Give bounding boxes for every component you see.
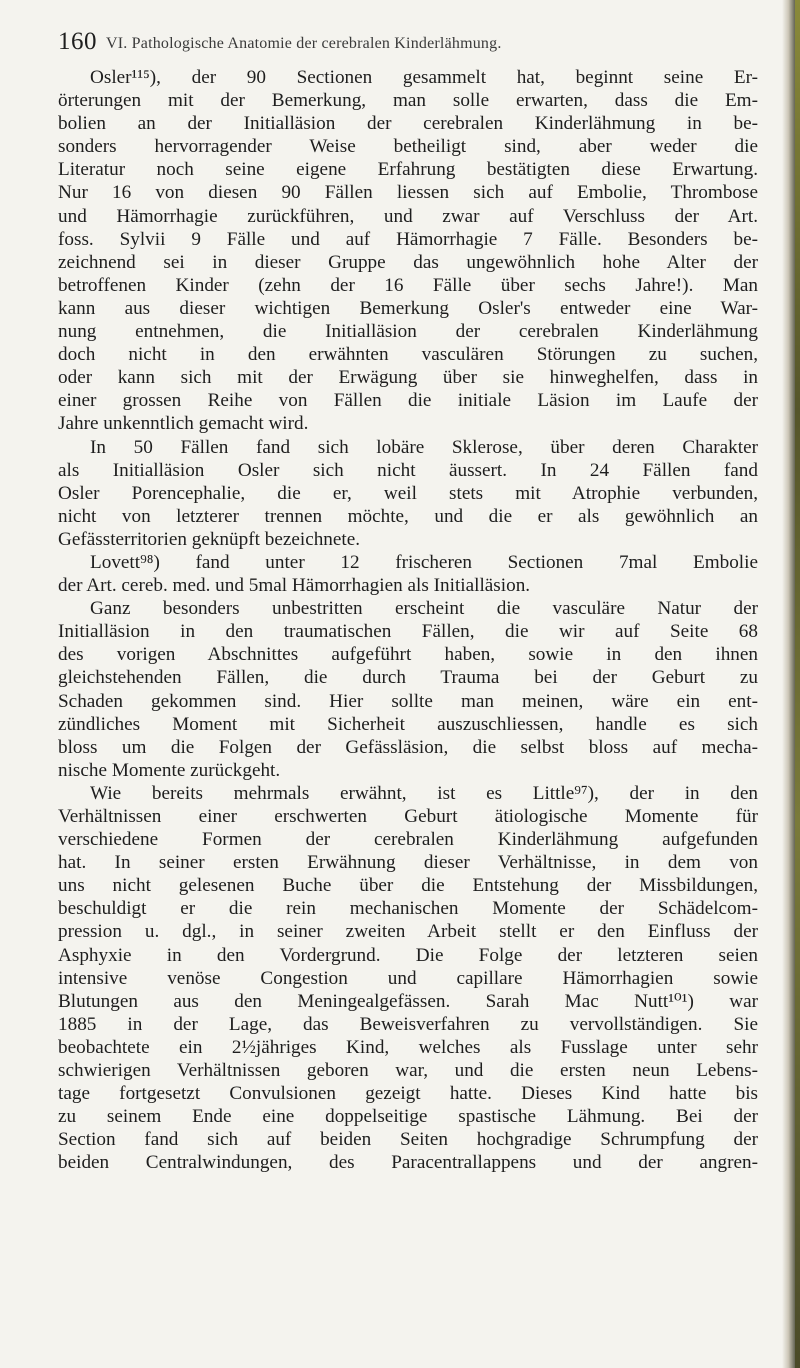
text-line: zeichnend sei in dieser Gruppe das ungewöhnlich hohe Alter der (58, 251, 758, 273)
text-line: nicht von letzterer trennen möchte, und die er als gewöhnlich an (58, 505, 758, 527)
text-line: betroffenen Kinder (zehn der 16 Fälle über sechs Jahre!). Man (58, 274, 758, 296)
text-line: Verhältnissen einer erschwerten Geburt ätiologische Momente für (58, 806, 758, 827)
text-line: örterungen mit der Bemerkung, man solle erwarten, dass die Em- (58, 90, 758, 112)
text-line: beiden Centralwindungen, des Paracentrallappens und der angren- (58, 1152, 758, 1174)
text-line: Nur 16 von diesen 90 Fällen liessen sich auf Embolie, Thrombose (58, 182, 758, 204)
text-line: Section fand sich auf beiden Seiten hochgradige Schrumpfung der (58, 1129, 758, 1151)
text-line: doch nicht in den erwähnten vasculären Störungen zu suchen, (58, 344, 758, 366)
body-text (58, 66, 758, 1175)
text-line: uns nicht gelesenen Buche über die Entstehung der Missbildungen, (58, 875, 758, 897)
text-line: kann aus dieser wichtigen Bemerkung Osler's entweder eine War- (58, 297, 758, 319)
text-line: nung entnehmen, die Initialläsion der cerebralen Kinderlähmung (58, 321, 758, 343)
text-line: Osler Porencephalie, die er, weil stets mit Atrophie verbunden, (58, 482, 758, 504)
text-line: verschiedene Formen der cerebralen Kinderlähmung aufgefunden (58, 829, 758, 851)
text-line: Blutungen aus den Meningealgefässen. Sarah Mac Nutt¹⁰¹) war (58, 990, 758, 1012)
text-line: Literatur noch seine eigene Erfahrung bestätigten diese Erwartung. (58, 159, 758, 181)
page-edge-binding (795, 0, 800, 1368)
page-number: 160 (58, 28, 97, 55)
text-line: tage fortgesetzt Convulsionen gezeigt hatte. Dieses Kind hatte bis (58, 1083, 758, 1105)
text-line: als Initialläsion Osler sich nicht äussert. In 24 Fällen fand (58, 459, 758, 481)
text-line: oder kann sich mit der Erwägung über sie hinweghelfen, dass in (58, 367, 758, 389)
text-line: zündliches Moment mit Sicherheit auszuschliessen, handle es sich (58, 713, 758, 735)
text-line: zu seinem Ende eine doppelseitige spastische Lähmung. Bei der (58, 1106, 758, 1128)
text-line: gleichstehenden Fällen, die durch Trauma bei der Geburt zu (58, 667, 758, 689)
text-line: Lovett⁹⁸) fand unter 12 frischeren Sectionen 7mal Embolie (90, 551, 758, 573)
text-line: bolien an der Initialläsion der cerebralen Kinderlähmung in be- (58, 113, 758, 135)
text-line: Ganz besonders unbestritten erscheint die vasculäre Natur der (90, 598, 758, 620)
text-line: Wie bereits mehrmals erwähnt, ist es Little⁹⁷), der in den (90, 782, 758, 804)
text-line: Asphyxie in den Vordergrund. Die Folge der letzteren seien (58, 944, 758, 966)
text-line: und Hämorrhagie zurückführen, und zwar auf Verschluss der Art. (58, 205, 758, 227)
text-line: beschuldigt er die rein mechanischen Momente der Schädelcom- (58, 898, 758, 920)
text-line: Schaden gekommen sind. Hier sollte man meinen, wäre ein ent- (58, 690, 758, 712)
text-line: Osler¹¹⁵), der 90 Sectionen gesammelt hat, beginnt seine Er- (90, 67, 758, 88)
text-line: der Art. cereb. med. und 5mal Hämorrhagien als Initialläsion. (58, 575, 531, 597)
text-line: beobachtete ein 2½jähriges Kind, welches als Fusslage unter sehr (58, 1036, 758, 1058)
text-line: des vorigen Abschnittes aufgeführt haben, sowie in den ihnen (58, 644, 758, 666)
text-line: 1885 in der Lage, das Beweisverfahren zu vervollständigen. Sie (58, 1013, 758, 1035)
text-line: bloss um die Folgen der Gefässläsion, die selbst bloss auf mecha- (58, 736, 758, 758)
text-line: Initialläsion in den traumatischen Fällen, die wir auf Seite 68 (58, 621, 758, 643)
text-line: foss. Sylvii 9 Fälle und auf Hämorrhagie 7 Fälle. Besonders be- (58, 228, 758, 250)
text-line: intensive venöse Congestion und capillare Hämorrhagien sowie (58, 967, 758, 989)
text-line: pression u. dgl., in seiner zweiten Arbeit stellt er den Einfluss der (58, 921, 758, 943)
text-line: schwierigen Verhältnissen geboren war, und die ersten neun Lebens- (58, 1060, 758, 1082)
page-header (58, 28, 758, 68)
running-head: VI. Pathologische Anatomie der cerebralen Kinderlähmung. (106, 35, 502, 52)
text-line: Jahre unkenntlich gemacht wird. (58, 413, 309, 435)
text-line: nische Momente zurückgeht. (58, 759, 281, 781)
text-line: hat. In seiner ersten Erwähnung dieser Verhältnisse, in dem von (58, 852, 758, 874)
text-line: sonders hervorragender Weise betheiligt sind, aber weder die (58, 136, 758, 158)
text-line: Gefässterritorien geknüpft bezeichnete. (58, 528, 361, 550)
text-line: In 50 Fällen fand sich lobäre Sklerose, über deren Charakter (90, 436, 758, 458)
text-line: einer grossen Reihe von Fällen die initiale Läsion im Laufe der (58, 390, 758, 412)
